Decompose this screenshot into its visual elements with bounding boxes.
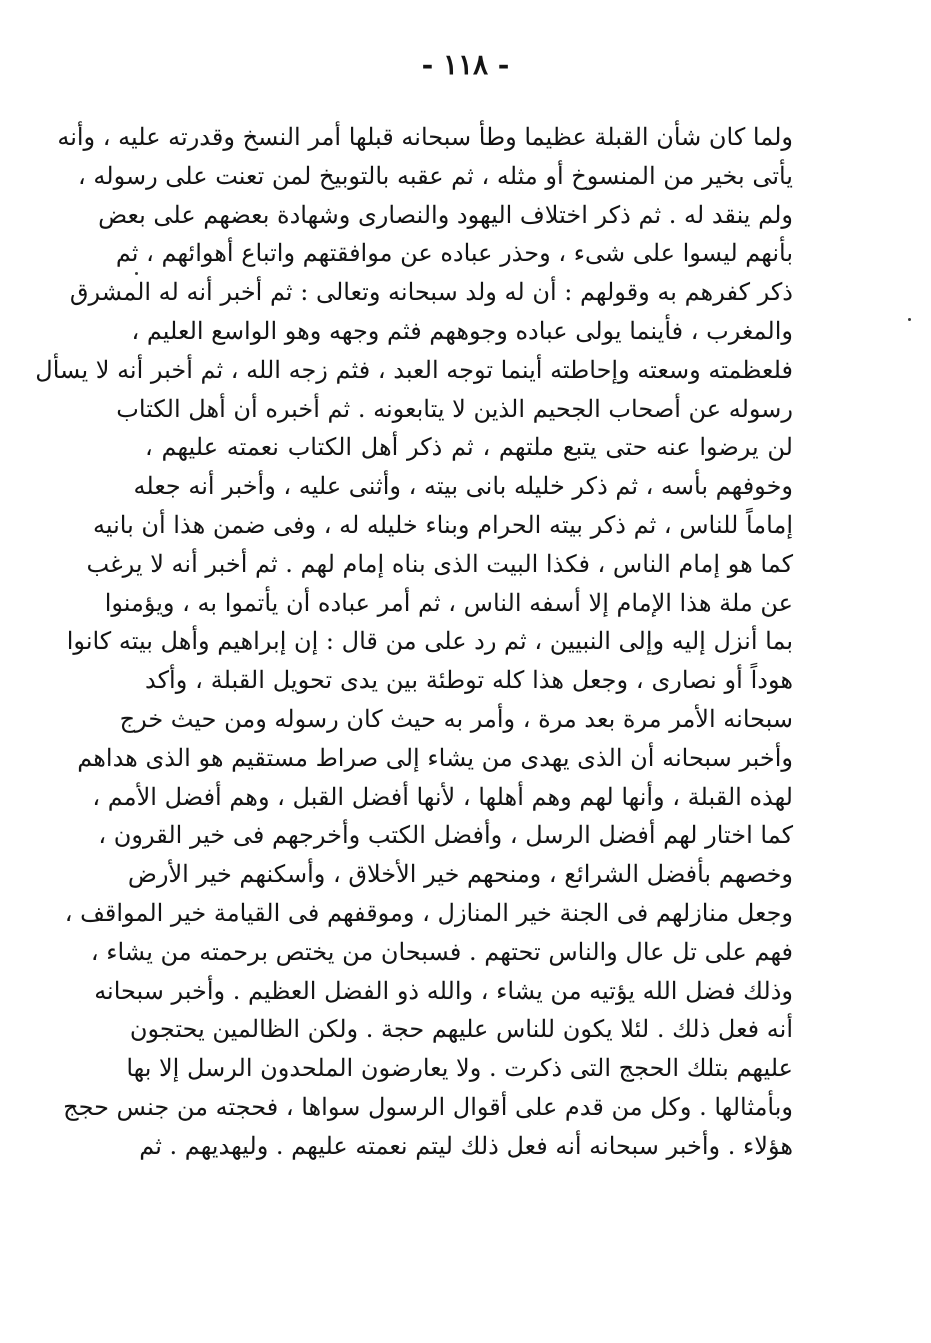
text-line: وأخبر سبحانه أن الذى يهدى من يشاء إلى صراط مستقيم هو الذى هداهم (77, 743, 793, 772)
text-line: فلعظمته وسعته وإحاطته أينما توجه العبد ، فثم زجه الله ، ثم أخبر أنه لا يسأل (35, 355, 793, 384)
text-line: ذكر كفرهم به وقولهم : أن له ولد سبحانه وتعالى : ثم أخبر أنه له المشرق (69, 278, 793, 307)
text-line: فهم على تل عال والناس تحتهم . فسبحان من يختص برحمته من يشاء ، (90, 937, 793, 966)
text-line: يأتى بخير من المنسوخ أو مثله ، ثم عقبه بالتوبيخ لمن تعنت على رسوله ، (78, 161, 793, 190)
text-line: وبأمثالها . وكل من قدم على أقوال الرسول سواها ، فحجته من جنس حجج (63, 1092, 793, 1121)
text-line: هؤلاء . وأخبر سبحانه أنه فعل ذلك ليتم نعمته عليهم . وليهديهم . ثم (139, 1131, 793, 1160)
text-line: لهذه القبلة ، وأنها لهم وهم أهلها ، لأنها أفضل القبل ، وهم أفضل الأمم ، (92, 782, 793, 811)
text-line: ولم ينقد له . ثم ذكر اختلاف اليهود والنصارى وشهادة بعضهم على بعض (98, 200, 793, 229)
text-line: كما هو إمام الناس ، فكذا البيت الذى بناه إمام لهم . ثم أخبر أنه لا يرغب (86, 549, 793, 578)
text-line: عن ملة هذا الإمام إلا أسفه الناس ، ثم أمر عباده أن يأتموا به ، ويؤمنوا (104, 588, 793, 617)
text-line: وذلك فضل الله يؤتيه من يشاء ، والله ذو الفضل العظيم . وأخبر سبحانه (94, 976, 793, 1005)
text-line: عليهم بتلك الحجج التى ذكرت . ولا يعارضون الملحدون الرسل إلا بها (126, 1054, 793, 1083)
text-line: والمغرب ، فأينما يولى عباده وجوههم فثم وجهه وهو الواسع العليم ، (131, 316, 793, 345)
text-line: هوداً أو نصارى ، وجعل هذا كله توطئة بين يدى تحويل القبلة ، وأكد (145, 666, 793, 695)
scan-speck (135, 272, 138, 275)
text-line: بما أنزل إليه وإلى النبيين ، ثم رد على من قال : إن إبراهيم وأهل بيته كانوا (66, 627, 793, 656)
text-line: سبحانه الأمر مرة بعد مرة ، وأمر به حيث كان رسوله ومن حيث خرج (119, 704, 793, 733)
text-line: إماماً للناس ، ثم ذكر بيته الحرام وبناء خليله له ، وفى ضمن هذا أن بانيه (92, 510, 793, 539)
text-line: بأنهم ليسوا على شىء ، وحذر عباده عن موافقتهم واتباع أهوائهم ، ثم (115, 239, 793, 268)
text-line: وجعل منازلهم فى الجنة خير المنازل ، وموقفهم فى القيامة خير المواقف ، (64, 898, 793, 927)
text-line: أنه فعل ذلك . لئلا يكون للناس عليهم حجة . ولكن الظالمين يحتجون (129, 1015, 793, 1044)
page-number: - ١١٨ - (421, 48, 510, 81)
text-line: ولما كان شأن القبلة عظيما وطأ سبحانه قبلها أمر النسخ وقدرته عليه ، وأنه (57, 123, 793, 151)
body-text (35, 118, 793, 1166)
text-line: وخصهم بأفضل الشرائع ، ومنحهم خير الأخلاق ، وأسكنهم خير الأرض (127, 860, 793, 889)
text-line: كما اختار لهم أفضل الرسل ، وأفضل الكتب وأخرجهم فى خير القرون ، (98, 821, 793, 850)
text-line: لن يرضوا عنه حتى يتبع ملتهم ، ثم ذكر أهل الكتاب نعمته عليهم ، (145, 433, 793, 462)
text-line: وخوفهم بأسه ، ثم ذكر خليله بانى بيته ، وأثنى عليه ، وأخبر أنه جعله (133, 472, 793, 501)
scan-speck (908, 318, 911, 321)
text-line: رسوله عن أصحاب الجحيم الذين لا يتابعونه . ثم أخبره أن أهل الكتاب (116, 394, 793, 423)
